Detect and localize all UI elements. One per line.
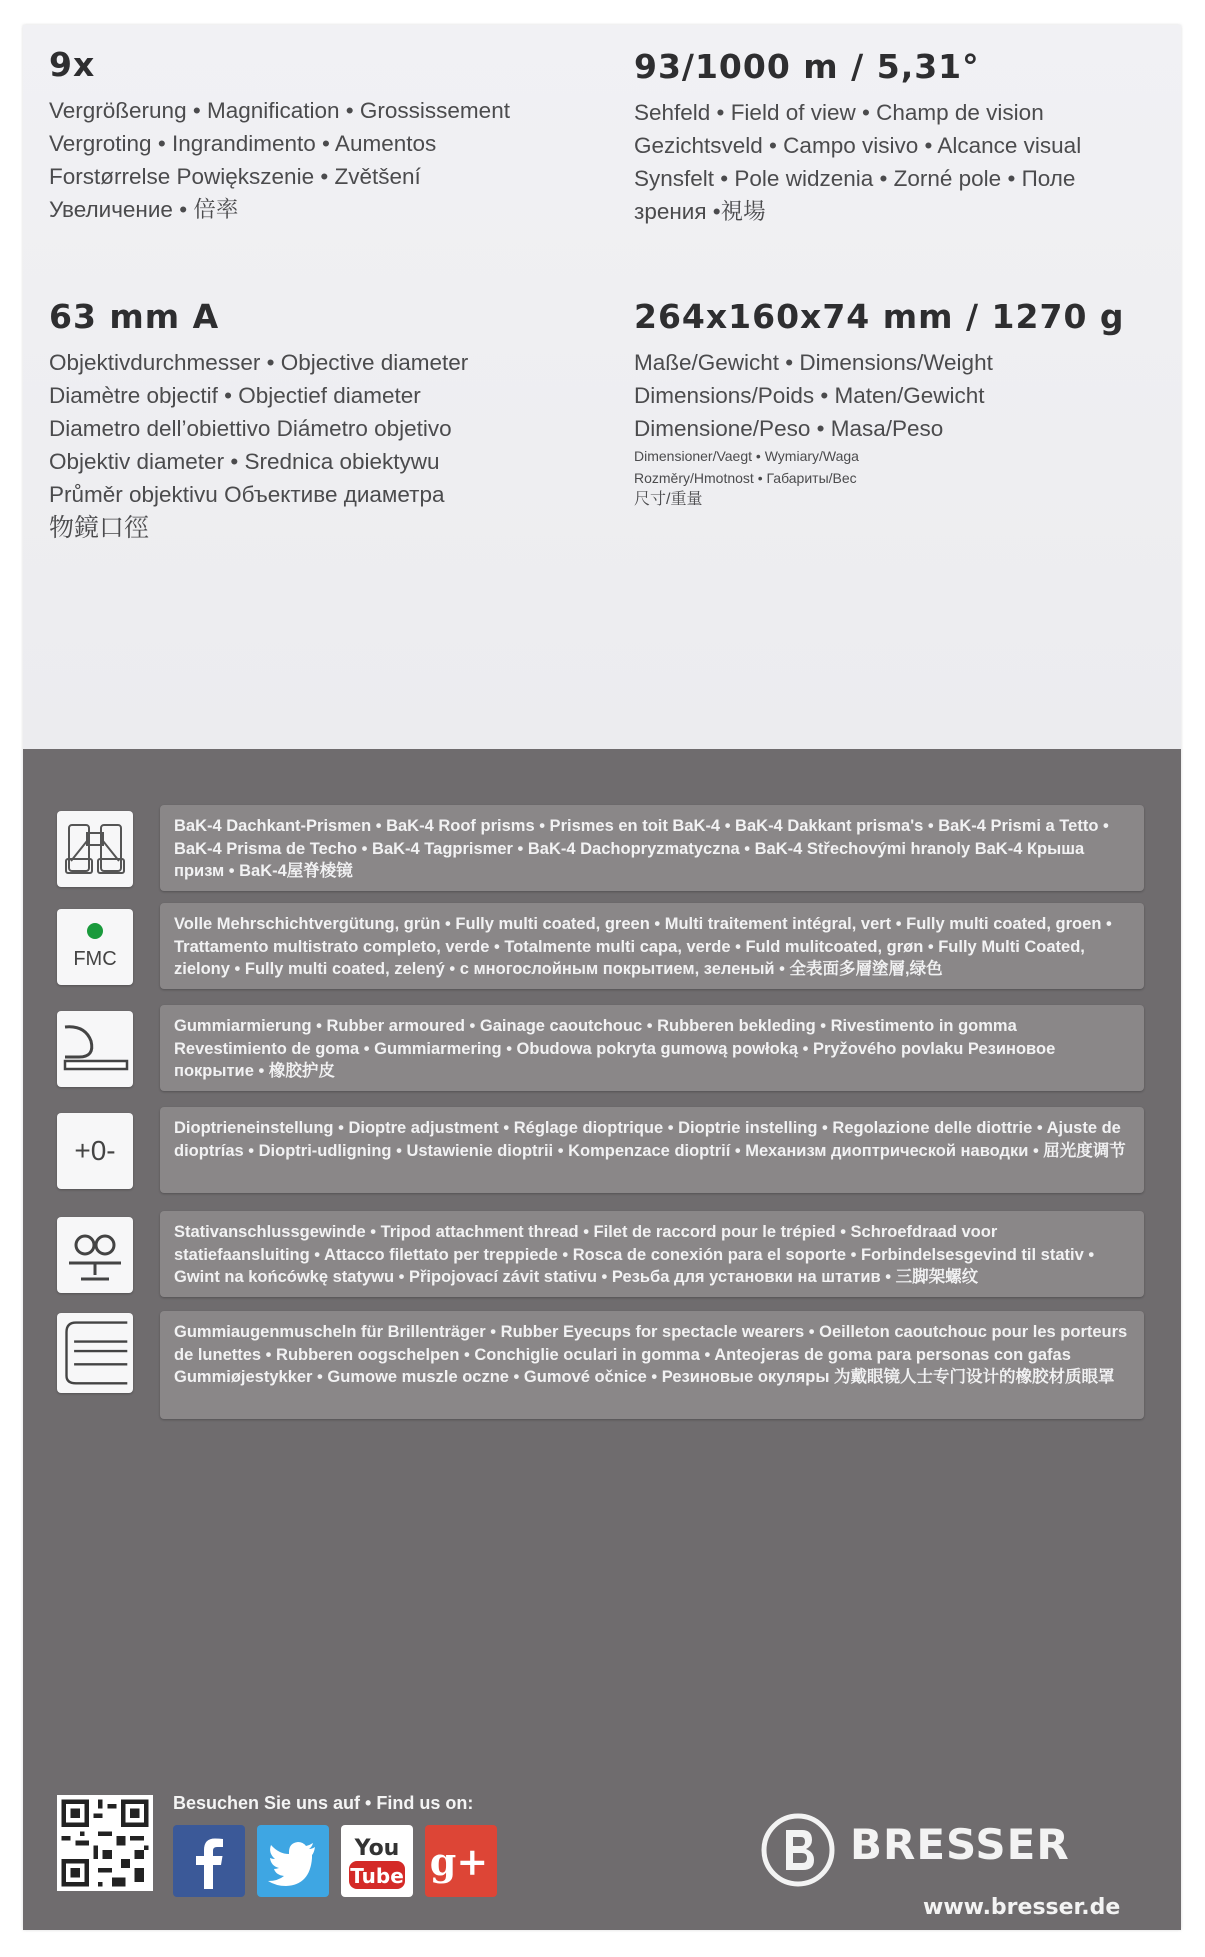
spec-magnification-value: 9x xyxy=(49,45,96,84)
spec-line: Sehfeld • Field of view • Champ de vision xyxy=(634,100,1044,125)
eyecup-icon xyxy=(57,1313,133,1393)
spec-line-small: 尺寸/重量 xyxy=(634,491,703,508)
spec-line: 物鏡口徑 xyxy=(49,513,150,542)
spec-line: Maße/Gewicht • Dimensions/Weight xyxy=(634,350,993,375)
fmc-icon-label: FMC xyxy=(73,948,117,970)
diopter-icon-label: +0- xyxy=(74,1135,116,1166)
feature-text-box xyxy=(160,1005,1144,1091)
spec-line: Diamètre objectif • Objectief diameter xyxy=(49,383,421,408)
feature-text: Gummiarmierung • Rubber armoured • Gainage caoutchouc • Rubberen bekleding • Rivestimento in gomma Revestimiento de goma • Gummiarmering • Obudowa pokryta gumową powłoką • Pryžového povlaku Резиновое покрытие • 橡胶护皮 xyxy=(174,1017,1056,1080)
feature-text-box xyxy=(160,1311,1144,1419)
feature-text: Stativanschlussgewinde • Tripod attachment thread • Filet de raccord pour le trépied • Schroefdraad voor statiefaansluiting • Attacco filettato per treppiede • Rosca de conexión para el soporte • Forbindelsesgevind til stativ • Gwint na końcówkę statywu • Připojovací závit stativu • Резьба для установки на штатив • 三脚架螺纹 xyxy=(174,1223,1095,1286)
spec-line: Увеличение • 倍率 xyxy=(49,197,239,222)
diopter-icon xyxy=(57,1113,133,1189)
bresser-logo xyxy=(758,1810,1158,1890)
feature-text-box xyxy=(160,805,1144,891)
spec-dimensions xyxy=(634,297,1125,511)
spec-line: Objektiv diameter • Srednica obiektywu xyxy=(49,449,440,474)
spec-line: Dimensions/Poids • Maten/Gewicht xyxy=(634,383,985,408)
spec-line-small: Rozměry/Hmotnost • Габариты/Вес xyxy=(634,470,857,486)
tripod-thread-icon xyxy=(57,1217,133,1293)
google-plus-icon[interactable] xyxy=(425,1825,497,1897)
fmc-icon xyxy=(57,909,133,985)
feature-text: Dioptrieneinstellung • Dioptre adjustment • Réglage dioptrique • Dioptrie instelling • Regolazione delle diottrie • Ajuste de dioptrías • Dioptri-udligning • Ustawienie dioptrii • Kompenzace dioptrií • Механизм диоптрической наводки • 屈光度调节 xyxy=(174,1119,1126,1160)
feature-text-box xyxy=(160,1107,1144,1193)
spec-line: Diametro dell’obiettivo Diámetro objetivo xyxy=(49,416,452,441)
spec-field-of-view xyxy=(634,47,1081,228)
spec-line: Vergroting • Ingrandimento • Aumentos xyxy=(49,131,437,156)
specs-panel xyxy=(23,25,1181,749)
youtube-icon[interactable] xyxy=(341,1825,413,1897)
feature-text: Volle Mehrschichtvergütung, grün • Fully multi coated, green • Multi traitement intégral, vert • Fully multi coated, groen • Trattamento multistrato completo, verde • Totalmente multi capa, verde • Fuld mulitcoated, grøn • Fully Multi Coated, zielony • Fully multi coated, zelený • с многослойным покрытием, зеленый • 全表面多層塗層,绿色 xyxy=(174,915,1112,978)
spec-line-small: Dimensioner/Vaegt • Wymiary/Waga xyxy=(634,448,859,464)
feature-text-box xyxy=(160,1211,1144,1297)
spec-line: Gezichtsveld • Campo visivo • Alcance visual xyxy=(634,133,1082,158)
spec-line: Dimensione/Peso • Masa/Peso xyxy=(634,416,944,441)
twitter-icon[interactable] xyxy=(257,1825,329,1897)
facebook-icon[interactable] xyxy=(173,1825,245,1897)
rubber-armour-icon xyxy=(57,1011,133,1087)
spec-objective xyxy=(49,297,468,544)
feature-text: BaK-4 Dachkant-Prismen • BaK-4 Roof prisms • Prismes en toit BaK-4 • BaK-4 Dakkant prisma's • BaK-4 Prismi a Tetto • BaK-4 Prisma de Techo • BaK-4 Tagprismer • BaK-4 Dachopryzmatyczna • BaK-4 Střechovými hranoly BaK-4 Крыша призм • BaK-4屋脊棱镜 xyxy=(174,817,1109,880)
spec-dimensions-value: 264x160x74 mm / 1270 g xyxy=(634,297,1125,336)
youtube-text-tube: Tube xyxy=(350,1864,404,1888)
brand-name: BRESSER xyxy=(850,1820,1070,1869)
feature-text: Gummiaugenmuscheln für Brillenträger • Rubber Eyecups for spectacle wearers • Oeilleton caoutchouc pour les porteurs de lunettes • Rubberen oogschelpen • Conchiglie oculari in gomma • Anteojeras de goma para personas con gafas Gummiøjestykker • Gumowe muszle oczne • Gumové očnice • Резиновые окуляры 为戴眼镜人士专门设计的橡胶材质眼罩 xyxy=(174,1323,1128,1386)
spec-line: Synsfelt • Pole widzenia • Zorné pole • Поле xyxy=(634,166,1076,191)
qr-code[interactable] xyxy=(57,1795,153,1891)
roof-prism-icon xyxy=(57,811,133,887)
website-link[interactable]: www.bresser.de xyxy=(923,1895,1121,1920)
spec-field-of-view-value: 93/1000 m / 5,31° xyxy=(634,47,980,86)
spec-line: Průměr objektivu Объективе диаметра xyxy=(49,482,445,507)
spec-line: Objektivdurchmesser • Objective diameter xyxy=(49,350,469,375)
spec-line: зрения •視場 xyxy=(634,199,766,224)
spec-objective-value: 63 mm A xyxy=(49,297,220,336)
bresser-b-icon xyxy=(758,1810,838,1890)
google-plus-text: g+ xyxy=(429,1839,489,1884)
feature-text-box xyxy=(160,903,1144,989)
youtube-text-you: You xyxy=(354,1836,400,1861)
packaging-card xyxy=(23,25,1181,1930)
find-us-label: Besuchen Sie uns auf • Find us on: xyxy=(173,1793,474,1813)
spec-line: Vergrößerung • Magnification • Grossissement xyxy=(49,98,510,123)
spec-magnification xyxy=(49,45,510,226)
spec-line: Forstørrelse Powiększenie • Zvětšení xyxy=(49,164,421,189)
